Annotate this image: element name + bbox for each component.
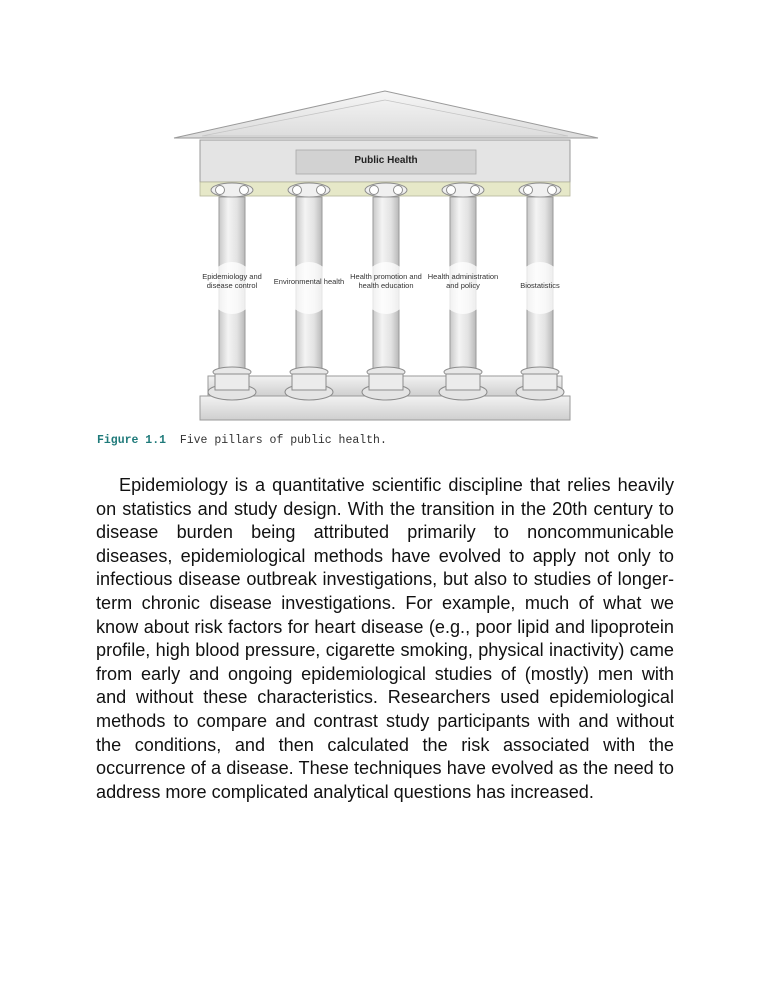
figure-sign-text: Public Health <box>354 155 418 166</box>
public-health-temple-figure <box>160 86 610 431</box>
figure-caption-text: Five pillars of public health. <box>179 434 387 447</box>
temple-illustration <box>160 86 610 431</box>
temple-roof <box>174 91 598 138</box>
pillar <box>516 183 564 400</box>
pillar <box>439 183 487 400</box>
pillar <box>362 183 410 400</box>
pillar-label: Biostatistics <box>520 281 560 291</box>
body-paragraph: Epidemiology is a quantitative scientific discipline that relies heavily on statistics and study design. With the transition in the 20th century to disease burden being attributed primarily to noncommunicable diseases, epidemiological methods have evolved to apply not only to infectious disease outbreak investigations, but also to studies of longer-term chronic disease investigations. For example, much of what we know about risk factors for heart disease (e.g., poor lipid and lipoprotein profile, high blood pressure, cigarette smoking, physical inactivity) came from early and ongoing epidemiological studies of (mostly) men with and without these characteristics. Researchers used epidemiological methods to compare and contrast study participants with and without the conditions, and then calculated the risk associated with the occurrence of a disease. These techniques have evolved as the need to address more complicated analytical questions has increased. <box>96 475 674 802</box>
pillar <box>285 183 333 400</box>
pillar-label: Health administration and policy <box>427 271 499 291</box>
pillar <box>208 183 256 400</box>
pillar-label: Epidemiology and disease control <box>202 271 262 291</box>
figure-caption-label: Figure 1.1 <box>97 434 167 447</box>
figure-caption <box>97 434 387 447</box>
pillar-label: Environmental health <box>273 276 345 286</box>
pillar-label: Health promotion and health education <box>350 271 422 291</box>
